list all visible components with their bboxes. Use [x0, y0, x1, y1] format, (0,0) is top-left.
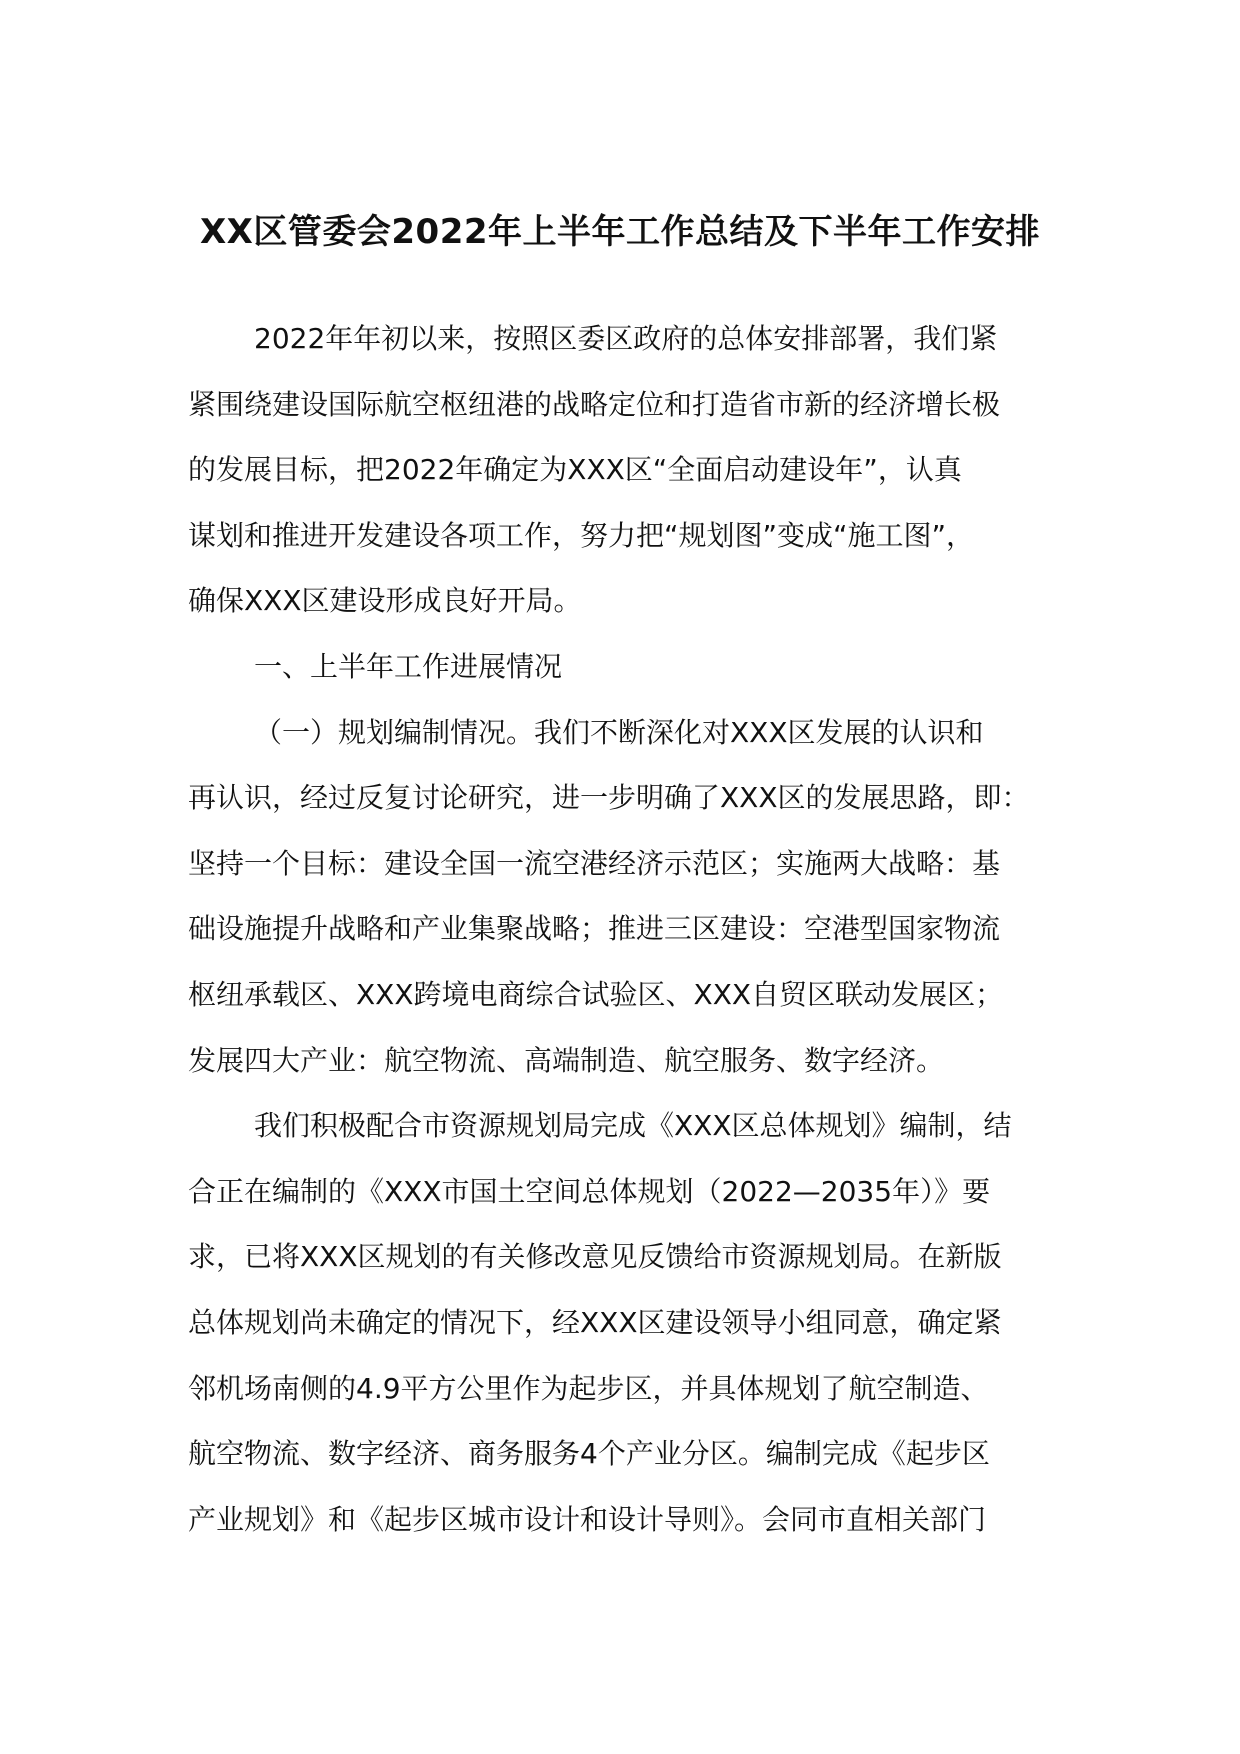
- paragraph-line: 础设施提升战略和产业集聚战略；推进三区建设：空港型国家物流: [188, 912, 1001, 946]
- paragraph-line: 紧围绕建设国际航空枢纽港的战略定位和打造省市新的经济增长极: [188, 387, 1001, 421]
- paragraph-line: 确保XXX区建设形成良好开局。: [188, 584, 582, 618]
- paragraph-line: 求，已将XXX区规划的有关修改意见反馈给市资源规划局。在新版: [188, 1240, 1002, 1274]
- paragraph-line: 再认识，经过反复讨论研究，进一步明确了XXX区的发展思路，即：: [188, 781, 1030, 815]
- paragraph-line: 邻机场南侧的4.9平方公里作为起步区，并具体规划了航空制造、: [188, 1371, 989, 1405]
- document-title: XX区管委会2022年上半年工作总结及下半年工作安排: [199, 212, 1041, 252]
- document-body: [188, 306, 1068, 1552]
- paragraph-line: 产业规划》和《起步区城市设计和设计导则》。会同市直相关部门: [188, 1502, 987, 1536]
- section-heading: 一、上半年工作进展情况: [254, 649, 563, 683]
- paragraph-line: 的发展目标，把2022年确定为XXX区“全面启动建设年”，认真: [188, 453, 962, 487]
- paragraph-line: 我们积极配合市资源规划局完成《XXX区总体规划》编制，结: [254, 1109, 1012, 1143]
- paragraph-line: 2022年年初以来，按照区委区政府的总体安排部署，我们紧: [254, 322, 998, 355]
- paragraph-line: 航空物流、数字经济、商务服务4个产业分区。编制完成《起步区: [188, 1437, 990, 1471]
- paragraph-line: 枢纽承载区、XXX跨境电商综合试验区、XXX自贸区联动发展区；: [188, 977, 1004, 1011]
- paragraph-line: 谋划和推进开发建设各项工作，努力把“规划图”变成“施工图”，: [188, 518, 975, 552]
- paragraph-line: 总体规划尚未确定的情况下，经XXX区建设领导小组同意，确定紧: [188, 1305, 1002, 1339]
- paragraph-line: 坚持一个目标：建设全国一流空港经济示范区；实施两大战略：基: [188, 846, 1001, 880]
- paragraph-line: 合正在编制的《XXX市国土空间总体规划（2022—2035年）》要: [188, 1174, 991, 1208]
- paragraph-line: （一）规划编制情况。我们不断深化对XXX区发展的认识和: [254, 715, 984, 749]
- paragraph-line: 发展四大产业：航空物流、高端制造、航空服务、数字经济。: [188, 1043, 945, 1077]
